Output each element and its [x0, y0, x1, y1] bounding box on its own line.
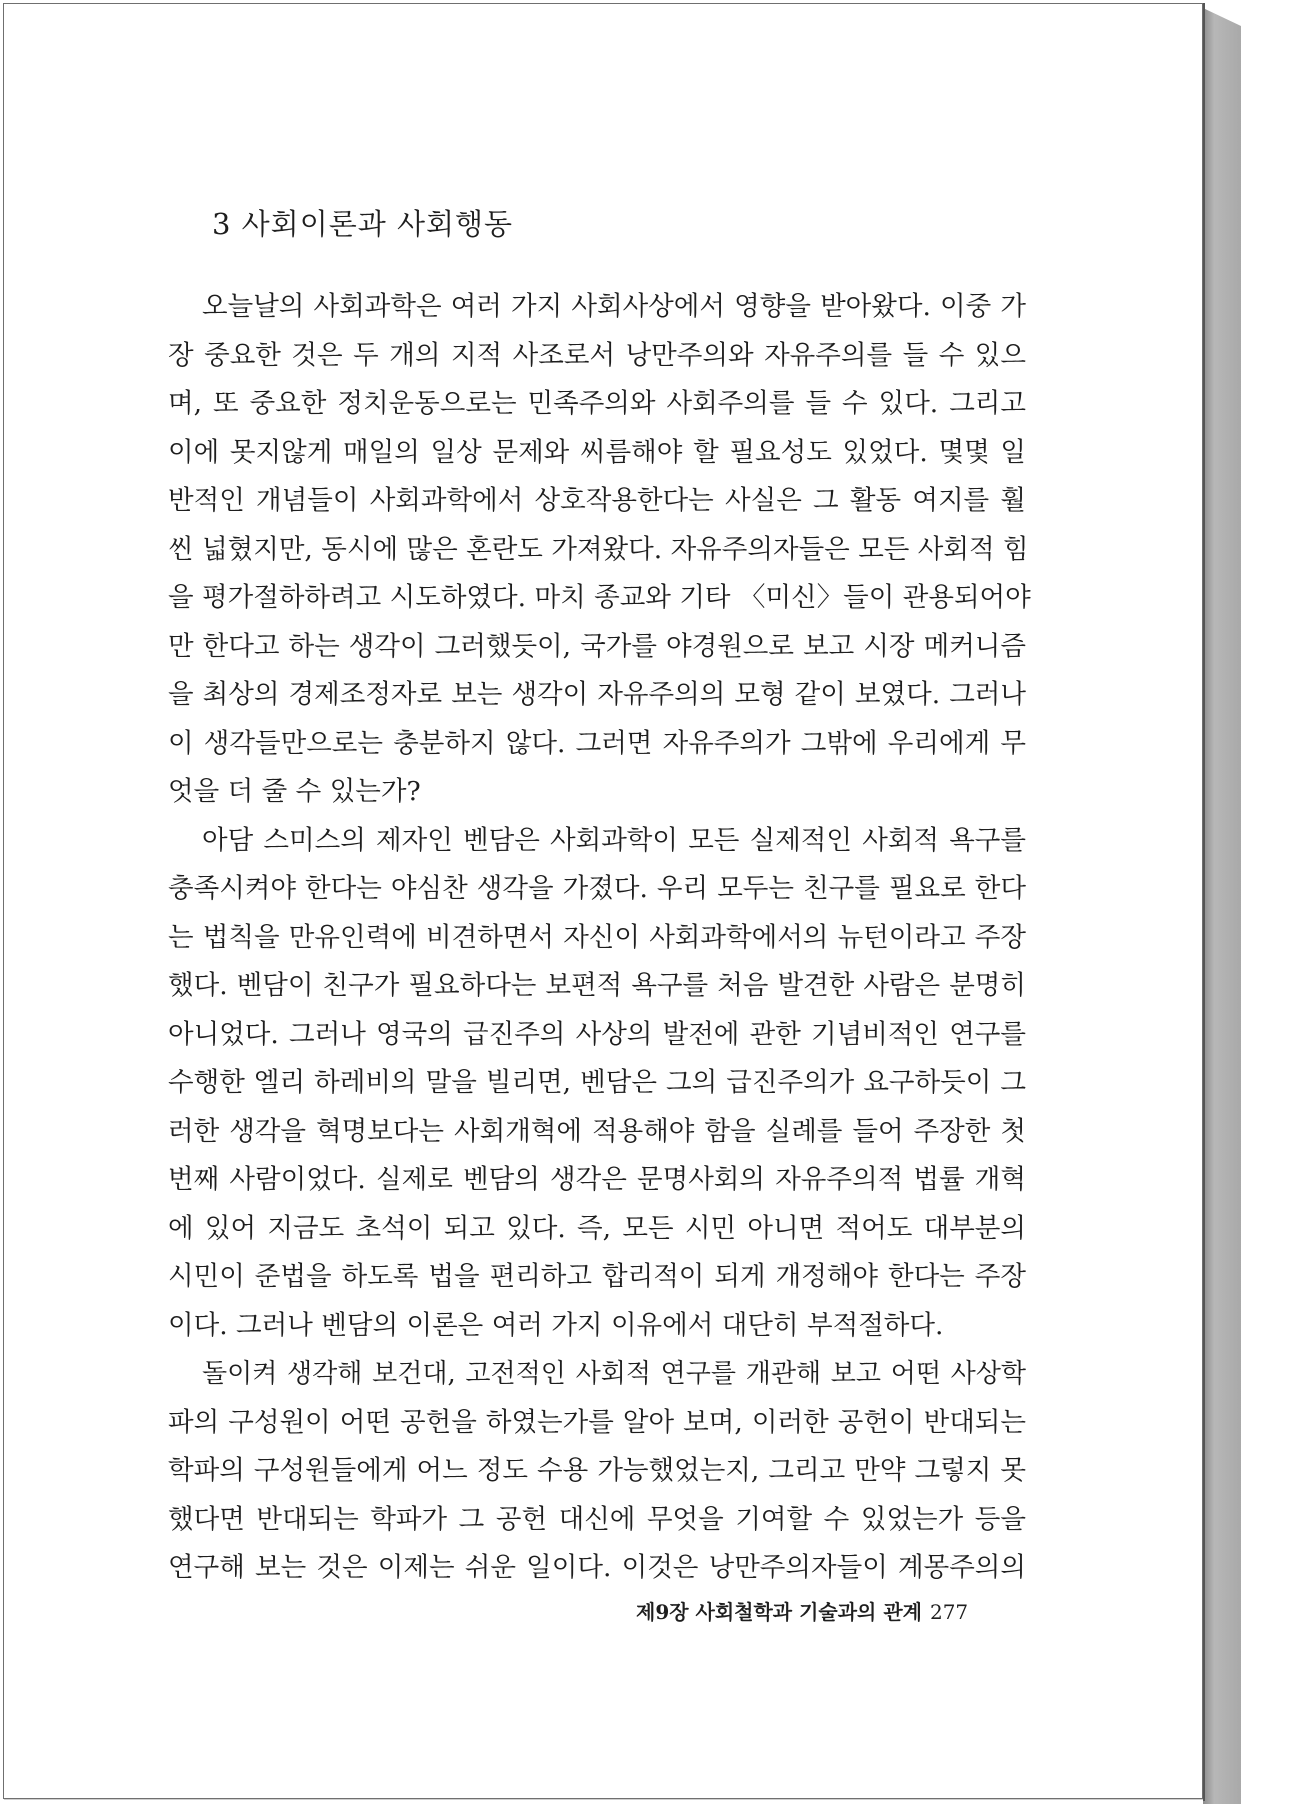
text-line: 이다. 그러나 벤담의 이론은 여러 가지 이유에서 대단히 부적절하다.: [168, 1309, 944, 1341]
text-line: 했다면 반대되는 학파가 그 공헌 대신에 무엇을 기여할 수 있었는가 등을: [168, 1503, 1026, 1535]
page-edge-line: [1203, 3, 1205, 1801]
text-line: 시민이 준법을 하도록 법을 편리하고 합리적이 되게 개정해야 한다는 주장: [168, 1261, 1026, 1292]
text-line: 장 중요한 것은 두 개의 지적 사조로서 낭만주의와 자유주의를 들 수 있으: [168, 339, 1026, 371]
text-line: 반적인 개념들이 사회과학에서 상호작용한다는 사실은 그 활동 여지를 훨: [168, 485, 1026, 516]
text-line: 을 평가절하하려고 시도하였다. 마치 종교와 기타 〈미신〉들이 관용되어야: [168, 582, 1031, 613]
text-line: 번째 사람이었다. 실제로 벤담의 생각은 문명사회의 자유주의적 법률 개혁: [168, 1164, 1026, 1195]
text-line: 돌이켜 생각해 보건대, 고전적인 사회적 연구를 개관해 보고 어떤 사상학: [202, 1359, 1026, 1389]
text-line: 수행한 엘리 하레비의 말을 빌리면, 벤담은 그의 급진주의가 요구하듯이 그: [168, 1067, 1026, 1098]
running-footer-chapter-title: 제9장 사회철학과 기술과의 관계: [636, 1600, 922, 1624]
page-stack-edge: [1203, 8, 1241, 1804]
text-line: 러한 생각을 혁명보다는 사회개혁에 적용해야 함을 실례를 들어 주장한 첫: [168, 1115, 1026, 1147]
text-line: 며, 또 중요한 정치운동으로는 민족주의와 사회주의를 들 수 있다. 그리고: [168, 388, 1026, 419]
text-line: 아담 스미스의 제자인 벤담은 사회과학이 모든 실제적인 사회적 욕구를: [202, 824, 1026, 856]
text-line: 아니었다. 그러나 영국의 급진주의 사상의 발전에 관한 기념비적인 연구를: [168, 1018, 1026, 1050]
text-line: 엇을 더 줄 수 있는가?: [168, 776, 421, 807]
text-line: 했다. 벤담이 친구가 필요하다는 보편적 욕구를 처음 발견한 사람은 분명히: [168, 970, 1026, 1001]
text-line: 는 법칙을 만유인력에 비견하면서 자신이 사회과학에서의 뉴턴이라고 주장: [168, 921, 1026, 953]
text-line: 을 최상의 경제조정자로 보는 생각이 자유주의의 모형 같이 보였다. 그러나: [168, 679, 1026, 710]
text-line: 연구해 보는 것은 이제는 쉬운 일이다. 이것은 낭만주의자들이 계몽주의의: [168, 1552, 1026, 1583]
text-line: 파의 구성원이 어떤 공헌을 하였는가를 알아 보며, 이러한 공헌이 반대되는: [168, 1406, 1026, 1438]
text-line: 씬 넓혔지만, 동시에 많은 혼란도 가져왔다. 자유주의자들은 모든 사회적 힘: [168, 533, 1029, 565]
text-line: 에 있어 지금도 초석이 되고 있다. 즉, 모든 시민 아니면 적어도 대부분의: [168, 1212, 1026, 1244]
text-line: 충족시켜야 한다는 야심찬 생각을 가졌다. 우리 모두는 친구를 필요로 한다: [168, 873, 1026, 904]
text-line: 오늘날의 사회과학은 여러 가지 사회사상에서 영향을 받아왔다. 이중 가: [202, 291, 1026, 322]
body-text: [168, 283, 1031, 1593]
text-line: 이 생각들만으로는 충분하지 않다. 그러면 자유주의가 그밖에 우리에게 무: [168, 727, 1026, 759]
section-heading: 3 사회이론과 사회행동: [212, 207, 514, 241]
text-line: 만 한다고 하는 생각이 그러했듯이, 국가를 야경원으로 보고 시장 메커니즘: [168, 630, 1026, 662]
text-line: 이에 못지않게 매일의 일상 문제와 씨름해야 할 필요성도 있었다. 몇몇 일: [168, 436, 1026, 468]
page-number: 277: [929, 1600, 969, 1624]
text-line: 학파의 구성원들에게 어느 정도 수용 가능했었는지, 그리고 만약 그렇지 못: [168, 1455, 1026, 1486]
page-footer: [636, 1596, 968, 1625]
